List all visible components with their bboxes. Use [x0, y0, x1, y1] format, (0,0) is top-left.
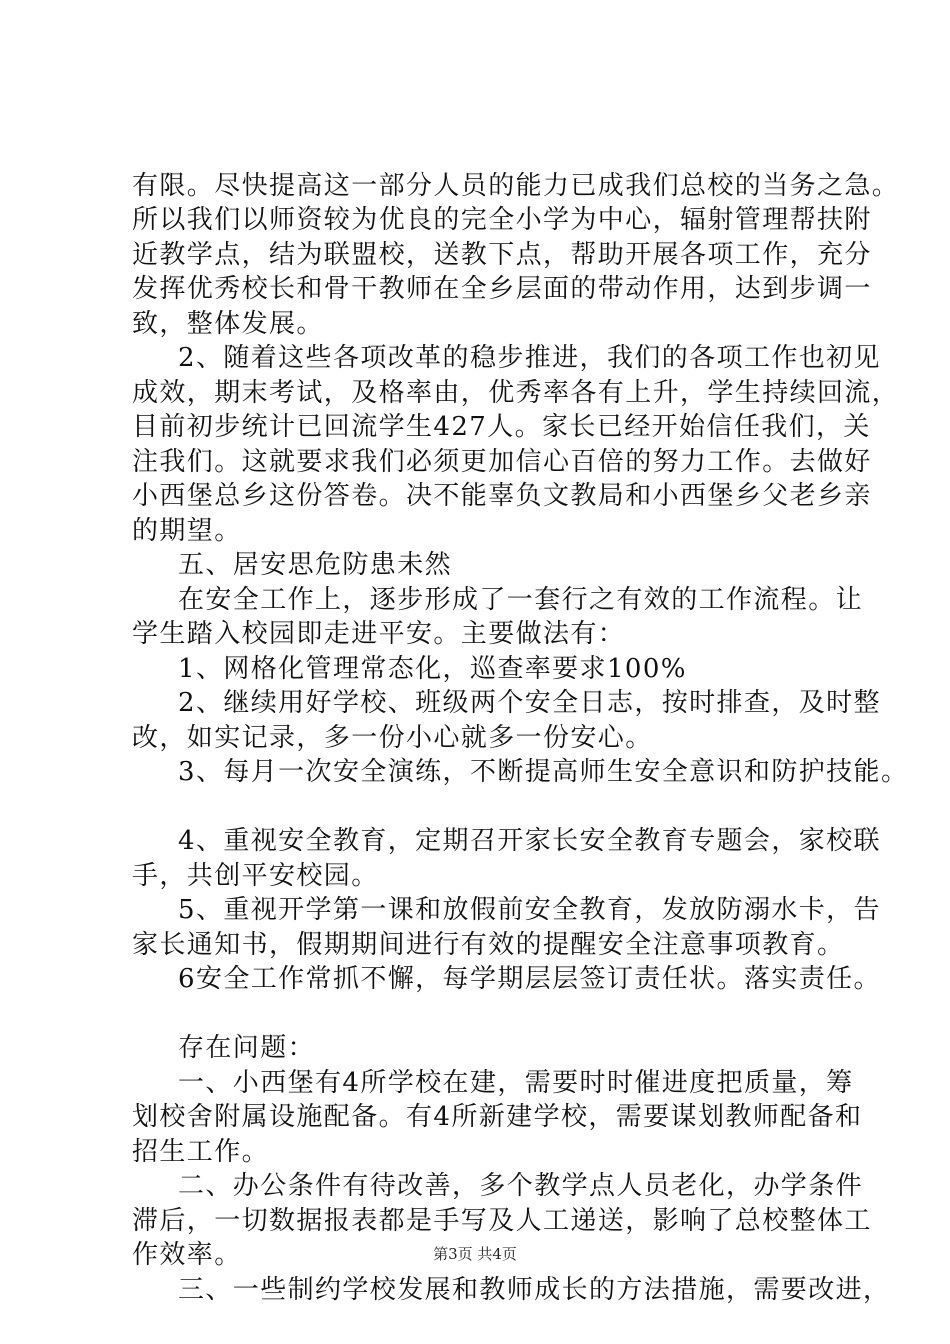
body-line: 招生工作。: [132, 1137, 270, 1167]
body-line: 2、随着这些各项改革的稳步推进，我们的各项工作也初见: [178, 343, 881, 373]
body-line: 近教学点，结为联盟校，送教下点，帮助开展各项工作，充分: [132, 240, 872, 270]
body-line: 成效，期末考试，及格率由，优秀率各有上升，学生持续回流，: [132, 378, 900, 408]
body-line: 家长通知书，假期期间进行有效的提醒安全注意事项教育。: [132, 930, 845, 960]
page-footer: 第3页 共4页: [433, 1245, 517, 1263]
list-item: 6安全工作常抓不懈，每学期层层签订责任状。落实责任。: [178, 964, 881, 994]
body-line: 学生踏入校园即走进平安。主要做法有：: [132, 619, 626, 649]
body-line: 改，如实记录，多一份小心就多一份安心。: [132, 723, 653, 753]
body-line: 所以我们以师资较为优良的完全小学为中心，辐射管理帮扶附: [132, 205, 872, 235]
list-item: 4、重视安全教育，定期召开家长安全教育专题会，家校联: [178, 826, 881, 856]
body-line: 注我们。这就要求我们必须更加信心百倍的努力工作。去做好: [132, 447, 872, 477]
body-line: 划校舍附属设施配备。有4所新建学校，需要谋划教师配备和: [132, 1102, 863, 1132]
body-line: 在安全工作上，逐步形成了一套行之有效的工作流程。让: [178, 585, 864, 615]
body-line: 作效率。: [132, 1240, 242, 1270]
list-item: 一、小西堡有4所学校在建，需要时时催进度把质量，筹: [178, 1068, 854, 1098]
body-line: 目前初步统计已回流学生427人。家长已经开始信任我们，关: [132, 412, 871, 442]
body-line: 手，共创平安校园。: [132, 861, 379, 891]
body-line: 的期望。: [132, 516, 242, 546]
list-item: 1、网格化管理常态化，巡查率要求100%: [178, 654, 687, 684]
list-item: 5、重视开学第一课和放假前安全教育，发放防溺水卡，告: [178, 895, 881, 925]
list-item: 3、每月一次安全演练，不断提高师生安全意识和防护技能。: [178, 757, 909, 787]
body-line: 发挥优秀校长和骨干教师在全乡层面的带动作用，达到步调一: [132, 274, 872, 304]
body-line: 有限。尽快提高这一部分人员的能力已成我们总校的当务之急。: [132, 171, 900, 201]
list-item: 二、办公条件有待改善，多个教学点人员老化，办学条件: [178, 1171, 864, 1201]
list-item: 2、继续用好学校、班级两个安全日志，按时排查，及时整: [178, 688, 881, 718]
body-line: 小西堡总乡这份答卷。决不能辜负文教局和小西堡乡父老乡亲: [132, 481, 872, 511]
body-line: 致，整体发展。: [132, 309, 324, 339]
section-heading: 五、居安思危防患未然: [178, 550, 453, 580]
section-heading: 存在问题：: [178, 1033, 316, 1063]
list-item: 三、一些制约学校发展和教师成长的方法措施，需要改进，: [178, 1275, 891, 1305]
body-line: 滞后，一切数据报表都是手写及人工递送，影响了总校整体工: [132, 1206, 872, 1236]
